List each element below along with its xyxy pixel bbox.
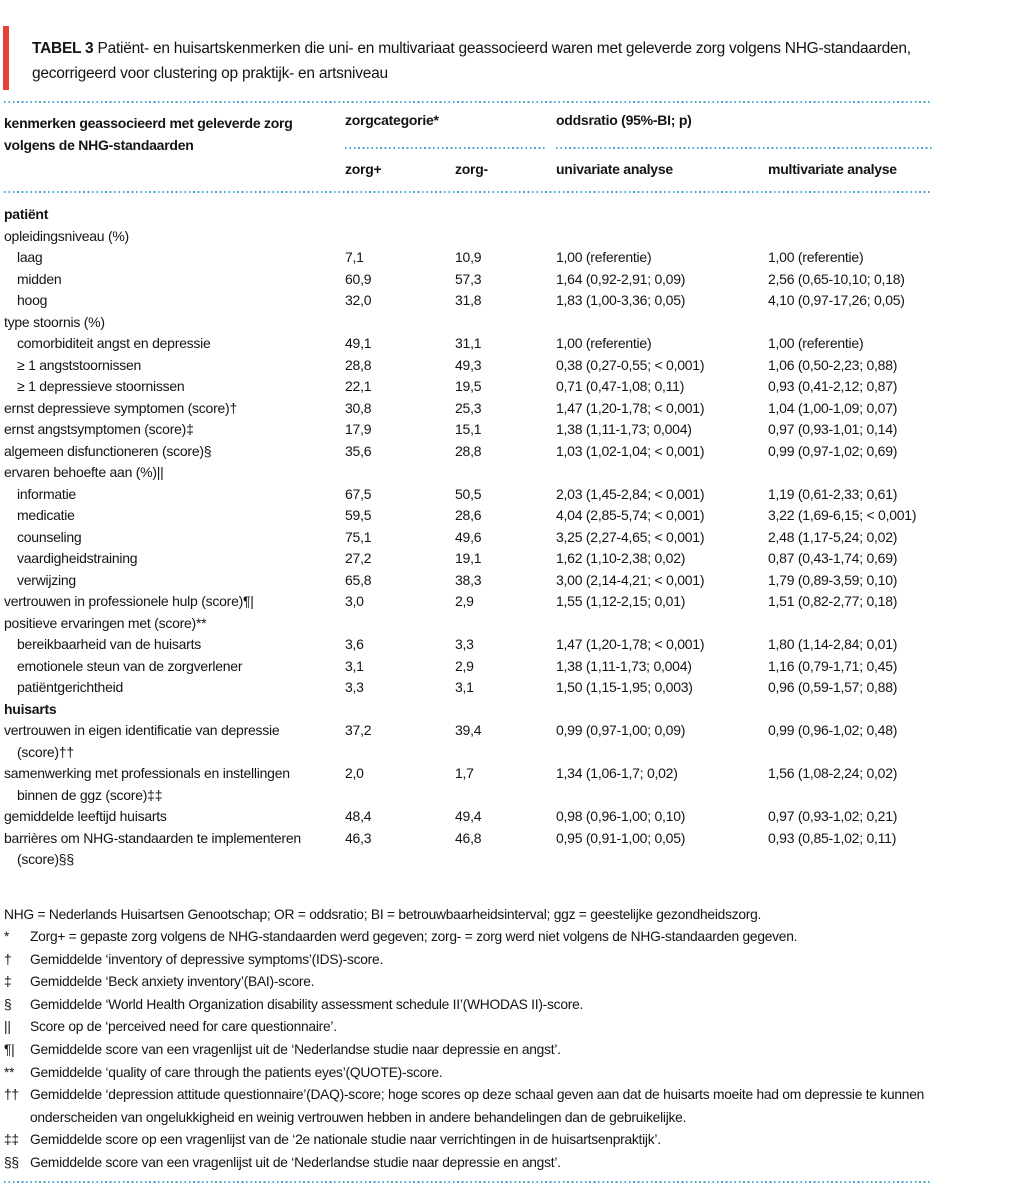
cell-zorg-min: 25,3 xyxy=(455,399,482,416)
table-row xyxy=(4,677,932,699)
cell-univariate: 0,38 (0,27-0,55; < 0,001) xyxy=(556,356,705,373)
cell-zorg-min xyxy=(455,613,556,635)
cell-multivariate: 4,10 (0,97-17,26; 0,05) xyxy=(768,292,905,308)
cell-zorg-plus: 28,8 xyxy=(345,356,372,373)
cell-univariate xyxy=(556,613,768,635)
table-header xyxy=(4,103,932,191)
table-row xyxy=(4,591,932,613)
cell-zorg-plus: 7,1 xyxy=(345,249,364,265)
footnote-text: Gemiddelde ‘quality of care through the patients eyes’(QUOTE)-score. xyxy=(30,1064,443,1080)
cell-zorg-plus: 3,3 xyxy=(345,679,364,695)
cell-zorg-min: 50,5 xyxy=(455,485,482,502)
footnote-text: Gemiddelde score van een vragenlijst uit de ‘Nederlandse studie naar depressie en angst’. xyxy=(30,1155,561,1171)
footnotes xyxy=(4,904,932,1175)
cell-zorg-plus: 35,6 xyxy=(345,442,372,459)
cell-zorg-plus: 3,6 xyxy=(345,636,364,652)
cell-zorg-min: 49,6 xyxy=(455,528,482,545)
cell-zorg-min xyxy=(455,226,556,248)
cell-multivariate: 1,06 (0,50-2,23; 0,88) xyxy=(768,356,898,373)
footnote xyxy=(4,1016,932,1039)
footnote-marker: ‡‡ xyxy=(4,1132,19,1148)
cell-multivariate xyxy=(768,204,932,226)
cell-zorg-plus: 67,5 xyxy=(345,485,372,502)
cell-multivariate xyxy=(768,312,932,334)
row-label: vertrouwen in professionele hulp (score)¶| xyxy=(4,593,254,609)
cell-univariate xyxy=(556,699,768,721)
table-row xyxy=(4,247,932,269)
cell-multivariate: 0,99 (0,96-1,02; 0,48) xyxy=(768,722,898,738)
cell-multivariate: 0,97 (0,93-1,02; 0,21) xyxy=(768,808,898,824)
cell-zorg-plus: 3,1 xyxy=(345,657,364,674)
cell-multivariate: 1,04 (1,00-1,09; 0,07) xyxy=(768,399,898,416)
row-label: counseling xyxy=(17,528,82,545)
cell-zorg-min: 38,3 xyxy=(455,571,482,588)
table-row xyxy=(4,204,932,226)
table-row xyxy=(4,462,932,484)
row-label: laag xyxy=(17,249,43,265)
table-row xyxy=(4,269,932,291)
cell-multivariate: 1,80 (1,14-2,84; 0,01) xyxy=(768,636,898,652)
cell-multivariate: 1,56 (1,08-2,24; 0,02) xyxy=(768,765,898,781)
row-label: huisarts xyxy=(4,700,57,717)
row-label: opleidingsniveau (%) xyxy=(4,227,129,244)
cell-multivariate: 1,79 (0,89-3,59; 0,10) xyxy=(768,571,898,588)
cell-zorg-min: 28,6 xyxy=(455,507,482,523)
cell-zorg-min: 19,1 xyxy=(455,550,482,566)
table-row xyxy=(4,828,932,871)
footnote-marker: § xyxy=(4,996,12,1012)
row-label: bereikbaarheid van de huisarts xyxy=(17,636,201,652)
table-row xyxy=(4,720,932,763)
cell-univariate: 1,00 (referentie) xyxy=(556,335,652,351)
cell-zorg-min: 57,3 xyxy=(455,270,482,287)
cell-zorg-plus xyxy=(345,204,455,226)
footnote-marker: ‡ xyxy=(4,974,12,990)
footnote xyxy=(4,949,932,972)
row-label: algemeen disfunctioneren (score)§ xyxy=(4,442,212,459)
cell-zorg-min: 3,3 xyxy=(455,636,474,652)
cell-zorg-min xyxy=(455,312,556,334)
table-row xyxy=(4,505,932,527)
footnote-text: Gemiddelde ‘depression attitude questionnaire’(DAQ)-score; hoge scores op deze schaal geven aan dat de huisarts moeite had om depressie te kunnen onderscheiden van ongelukkigheid en weinig vertrouwen hebben in andere behandelingen dan de gebruikelijke. xyxy=(30,1087,925,1125)
cell-univariate: 1,62 (1,10-2,38; 0,02) xyxy=(556,550,686,566)
footnote xyxy=(4,971,932,994)
cell-univariate: 3,25 (2,27-4,65; < 0,001) xyxy=(556,528,705,545)
cell-univariate: 1,00 (referentie) xyxy=(556,249,652,265)
cell-zorg-plus: 27,2 xyxy=(345,550,372,566)
cell-multivariate: 2,56 (0,65-10,10; 0,18) xyxy=(768,270,905,287)
cell-zorg-plus xyxy=(345,226,455,248)
cell-univariate xyxy=(556,312,768,334)
table-row xyxy=(4,312,932,334)
cell-zorg-plus: 32,0 xyxy=(345,292,372,308)
rule-group-oddsratio xyxy=(556,147,932,149)
table-row xyxy=(4,570,932,592)
table-row xyxy=(4,333,932,355)
cell-univariate: 0,71 (0,47-1,08; 0,11) xyxy=(556,378,685,394)
table-title-line1: Patiënt- en huisartskenmerken die uni- en multivariaat geassocieerd waren met geleverde zorg volgens NHG-standaarden, xyxy=(97,39,911,57)
table-row xyxy=(4,419,932,441)
cell-univariate: 0,99 (0,97-1,00; 0,09) xyxy=(556,722,686,738)
cell-multivariate xyxy=(768,613,932,635)
cell-multivariate: 0,99 (0,97-1,02; 0,69) xyxy=(768,442,898,459)
table-title-line2: gecorrigeerd voor clustering op praktijk- en artsniveau xyxy=(32,64,388,82)
row-label: ernst depressieve symptomen (score)† xyxy=(4,399,237,416)
row-label: medicatie xyxy=(17,507,75,523)
cell-zorg-plus: 22,1 xyxy=(345,378,372,394)
row-label: patiënt xyxy=(4,206,49,222)
cell-zorg-plus xyxy=(345,613,455,635)
group-header-zorgcategorie: zorgcategorie* xyxy=(345,103,556,149)
accent-bar xyxy=(3,26,9,90)
cell-multivariate: 1,16 (0,79-1,71; 0,45) xyxy=(768,657,898,674)
table-title xyxy=(4,16,932,86)
row-label: informatie xyxy=(17,485,76,502)
cell-zorg-min xyxy=(455,204,556,226)
cell-univariate: 1,38 (1,11-1,73; 0,004) xyxy=(556,421,692,437)
table-number: TABEL 3 xyxy=(32,39,94,57)
cell-univariate: 1,55 (1,12-2,15; 0,01) xyxy=(556,593,686,609)
cell-univariate: 0,98 (0,96-1,00; 0,10) xyxy=(556,808,686,824)
cell-multivariate: 0,96 (0,59-1,57; 0,88) xyxy=(768,679,898,695)
cell-zorg-min: 1,7 xyxy=(455,765,474,781)
footnote-text: Zorg+ = gepaste zorg volgens de NHG-standaarden werd gegeven; zorg- = zorg werd niet volgens de NHG-standaarden gegeven. xyxy=(30,929,798,945)
table-row xyxy=(4,527,932,549)
footnote-marker: ¶| xyxy=(4,1042,15,1058)
cell-multivariate: 1,51 (0,82-2,77; 0,18) xyxy=(768,593,898,609)
row-label: ≥ 1 depressieve stoornissen xyxy=(17,378,185,394)
footnote xyxy=(4,904,932,927)
row-label: ervaren behoefte aan (%)|| xyxy=(4,464,164,480)
cell-zorg-min: 49,3 xyxy=(455,356,482,373)
footnote xyxy=(4,1062,932,1085)
cell-zorg-min xyxy=(455,699,556,721)
row-label: vertrouwen in eigen identificatie van depressie (score)†† xyxy=(4,722,280,760)
row-label: samenwerking met professionals en instellingen binnen de ggz (score)‡‡ xyxy=(4,765,290,803)
table-row xyxy=(4,656,932,678)
cell-zorg-min: 3,1 xyxy=(455,679,474,695)
row-label: patiëntgerichtheid xyxy=(17,679,124,695)
table-row xyxy=(4,376,932,398)
cell-univariate: 1,47 (1,20-1,78; < 0,001) xyxy=(556,636,705,652)
cell-multivariate xyxy=(768,462,932,484)
cell-zorg-plus xyxy=(345,312,455,334)
table-row xyxy=(4,441,932,463)
footnote-marker: †† xyxy=(4,1087,19,1103)
footnote-text: NHG = Nederlands Huisartsen Genootschap; OR = oddsratio; BI = betrouwbaarheidsinterval; ggz = geestelijke gezondheidszorg. xyxy=(4,906,762,922)
footnote xyxy=(4,994,932,1017)
footnote-text: Gemiddelde ‘World Health Organization disability assessment schedule II’(WHODAS II)-score. xyxy=(30,996,584,1012)
cell-univariate: 4,04 (2,85-5,74; < 0,001) xyxy=(556,507,705,523)
cell-zorg-min: 31,8 xyxy=(455,292,482,308)
rule-bottom xyxy=(4,1181,932,1183)
footnote-marker: ** xyxy=(4,1064,15,1080)
footnote-marker: || xyxy=(4,1019,11,1035)
row-label: vaardigheidstraining xyxy=(17,550,138,566)
footnote-text: Gemiddelde score van een vragenlijst uit de ‘Nederlandse studie naar depressie en angst’. xyxy=(30,1042,561,1058)
footnote xyxy=(4,926,932,949)
cell-univariate: 1,03 (1,02-1,04; < 0,001) xyxy=(556,442,705,459)
cell-zorg-plus: 3,0 xyxy=(345,593,364,609)
cell-zorg-plus xyxy=(345,462,455,484)
footnote xyxy=(4,1084,932,1129)
cell-zorg-plus: 60,9 xyxy=(345,270,372,287)
footnote-marker: † xyxy=(4,951,12,967)
table-row xyxy=(4,634,932,656)
cell-zorg-plus: 17,9 xyxy=(345,421,372,437)
row-label: ≥ 1 angststoornissen xyxy=(17,356,142,373)
cell-multivariate: 1,00 (referentie) xyxy=(768,335,864,351)
table-row xyxy=(4,613,932,635)
subheader-zorg-plus: zorg+ xyxy=(345,161,382,177)
cell-univariate: 0,95 (0,91-1,00; 0,05) xyxy=(556,829,686,846)
cell-zorg-plus: 65,8 xyxy=(345,571,372,588)
cell-zorg-min: 2,9 xyxy=(455,657,474,674)
cell-zorg-min: 19,5 xyxy=(455,378,482,394)
row-label: verwijzing xyxy=(17,571,76,588)
cell-univariate: 1,38 (1,11-1,73; 0,004) xyxy=(556,657,692,674)
cell-zorg-min: 49,4 xyxy=(455,808,482,824)
rule-group-zorgcategorie xyxy=(345,147,545,149)
cell-zorg-min: 15,1 xyxy=(455,421,482,437)
cell-univariate: 1,64 (0,92-2,91; 0,09) xyxy=(556,270,686,287)
cell-univariate xyxy=(556,204,768,226)
cell-zorg-plus xyxy=(345,699,455,721)
cell-multivariate: 0,93 (0,85-1,02; 0,11) xyxy=(768,829,897,846)
group-header-oddsratio: oddsratio (95%-BI; p) xyxy=(556,103,932,149)
cell-zorg-min xyxy=(455,462,556,484)
footnote xyxy=(4,1152,932,1175)
cell-zorg-min: 10,9 xyxy=(455,249,482,265)
cell-multivariate: 3,22 (1,69-6,15; < 0,001) xyxy=(768,507,917,523)
footnote-text: Gemiddelde ‘Beck anxiety inventory’(BAI)-score. xyxy=(30,974,315,990)
footnote-text: Gemiddelde score op een vragenlijst van de ‘2e nationale studie naar verrichtingen in de huisartsenpraktijk’. xyxy=(30,1132,661,1148)
cell-univariate: 1,47 (1,20-1,78; < 0,001) xyxy=(556,399,705,416)
footnote-marker: * xyxy=(4,929,10,945)
cell-zorg-plus: 75,1 xyxy=(345,528,372,545)
row-label: gemiddelde leeftijd huisarts xyxy=(4,808,167,824)
table-row xyxy=(4,290,932,312)
table-row xyxy=(4,763,932,806)
row-label: midden xyxy=(17,270,62,287)
cell-univariate: 3,00 (2,14-4,21; < 0,001) xyxy=(556,571,705,588)
cell-zorg-plus: 46,3 xyxy=(345,829,372,846)
paper-table-page xyxy=(4,16,932,1183)
table-row xyxy=(4,398,932,420)
row-label: type stoornis (%) xyxy=(4,313,105,330)
table-row xyxy=(4,355,932,377)
cell-zorg-plus: 30,8 xyxy=(345,399,372,416)
footnote-text: Score op de ‘perceived need for care questionnaire’. xyxy=(30,1019,337,1035)
cell-multivariate xyxy=(768,699,932,721)
cell-multivariate: 1,00 (referentie) xyxy=(768,249,864,265)
cell-zorg-min: 31,1 xyxy=(455,335,482,351)
cell-multivariate: 0,87 (0,43-1,74; 0,69) xyxy=(768,550,898,566)
table-row xyxy=(4,226,932,248)
cell-multivariate: 1,19 (0,61-2,33; 0,61) xyxy=(768,485,898,502)
cell-univariate xyxy=(556,462,768,484)
subheader-multivariate: multivariate analyse xyxy=(768,161,897,177)
cell-zorg-plus: 2,0 xyxy=(345,765,364,781)
subheader-univariate: univariate analyse xyxy=(556,161,673,177)
row-label: emotionele steun van de zorgverlener xyxy=(17,657,243,674)
footnote xyxy=(4,1129,932,1152)
cell-multivariate xyxy=(768,226,932,248)
cell-zorg-plus: 49,1 xyxy=(345,335,372,351)
cell-zorg-plus: 59,5 xyxy=(345,507,372,523)
table-row xyxy=(4,548,932,570)
cell-zorg-min: 46,8 xyxy=(455,829,482,846)
column-header-kenmerken: kenmerken geassocieerd met geleverde zorg volgens de NHG-standaarden xyxy=(4,115,293,153)
row-label: barrières om NHG-standaarden te implementeren (score)§§ xyxy=(4,829,301,867)
cell-zorg-plus: 37,2 xyxy=(345,722,372,738)
cell-zorg-min: 28,8 xyxy=(455,442,482,459)
cell-univariate: 2,03 (1,45-2,84; < 0,001) xyxy=(556,485,705,502)
table-row xyxy=(4,699,932,721)
cell-zorg-min: 2,9 xyxy=(455,593,474,609)
cell-zorg-plus: 48,4 xyxy=(345,808,372,824)
cell-multivariate: 0,93 (0,41-2,12; 0,87) xyxy=(768,378,898,394)
table-body xyxy=(4,193,932,871)
row-label: hoog xyxy=(17,292,48,308)
row-label: positieve ervaringen met (score)** xyxy=(4,614,207,631)
cell-univariate: 1,83 (1,00-3,36; 0,05) xyxy=(556,292,686,308)
row-label: ernst angstsymptomen (score)‡ xyxy=(4,421,194,437)
row-label: comorbiditeit angst en depressie xyxy=(17,335,211,351)
cell-multivariate: 0,97 (0,93-1,01; 0,14) xyxy=(768,421,898,437)
cell-univariate: 1,50 (1,15-1,95; 0,003) xyxy=(556,679,693,695)
cell-multivariate: 2,48 (1,17-5,24; 0,02) xyxy=(768,528,898,545)
footnote-text: Gemiddelde ‘inventory of depressive symptoms’(IDS)-score. xyxy=(30,951,384,967)
table-row xyxy=(4,806,932,828)
cell-zorg-min: 39,4 xyxy=(455,722,482,738)
footnote xyxy=(4,1039,932,1062)
subheader-zorg-min: zorg- xyxy=(455,161,488,177)
table-row xyxy=(4,484,932,506)
cell-univariate xyxy=(556,226,768,248)
cell-univariate: 1,34 (1,06-1,7; 0,02) xyxy=(556,765,678,781)
footnote-marker: §§ xyxy=(4,1155,19,1171)
